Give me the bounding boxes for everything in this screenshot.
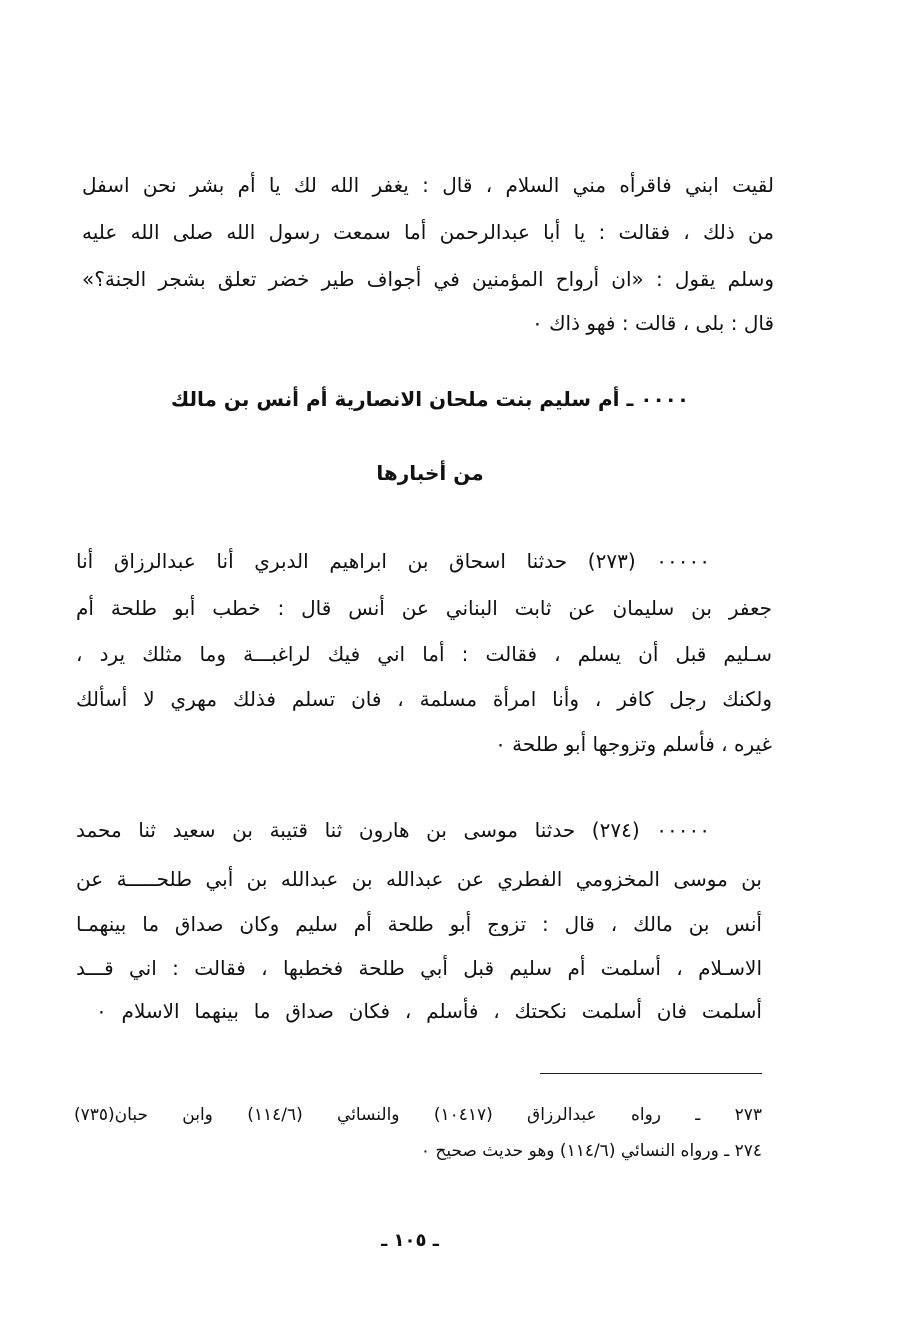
hadith-273-line-2: جعفر بن سليمان عن ثابت البناني عن أنس قال : خطب أبو طلحة أم bbox=[76, 596, 772, 620]
sub-heading: من أخبارها bbox=[376, 461, 484, 485]
footnote-divider bbox=[540, 1073, 762, 1074]
footnote-274: ٢٧٤ ـ ورواه النسائي (١١٤/٦) وهو حديث صحيح ٠ bbox=[420, 1141, 762, 1161]
hadith-273-line-1: ٠٠٠٠٠ (٢٧٣) حدثنا اسحاق بن ابراهيم الدبري أنا عبدالرزاق أنا bbox=[76, 549, 710, 573]
hadith-273-line-4: ولكنك رجل كافر ، وأنا امرأة مسلمة ، فان تسلم فذلك مهري لا أسألك bbox=[76, 687, 772, 711]
paragraph-1-line-1: لقيت ابني فاقرأه مني السلام ، قال : يغفر الله لك يا أم بشر نحن اسفل bbox=[82, 173, 774, 197]
hadith-274-line-1: ٠٠٠٠٠ (٢٧٤) حدثنا موسى بن هارون ثنا قتيبة بن سعيد ثنا محمد bbox=[76, 818, 710, 842]
hadith-274-line-4: الاسـلام ، أسلمت أم سليم قبل أبي طلحة فخطبها ، فقالت : اني قـــد bbox=[76, 956, 762, 980]
paragraph-1-line-2: من ذلك ، فقالت : يا أبا عبدالرحمن أما سمعت رسول الله صلى الله عليه bbox=[82, 220, 774, 244]
page-number: ـ ١٠٥ ـ bbox=[381, 1230, 439, 1251]
footnote-273: ٢٧٣ ـ رواه عبدالرزاق (١٠٤١٧) والنسائي (١١٤/٦) وابن حبان(٧٣٥) bbox=[74, 1105, 762, 1125]
hadith-274-line-2: بن موسى المخزومي الفطري عن عبدالله بن عبدالله بن أبي طلحـــــة عن bbox=[76, 867, 762, 891]
hadith-274-line-3: أنس بن مالك ، قال : تزوج أبو طلحة أم سليم وكان صداق ما بينهمـا bbox=[76, 912, 762, 936]
hadith-274-line-5: أسلمت فان أسلمت نكحتك ، فأسلم ، فكان صداق ما بينهما الاسلام ٠ bbox=[96, 999, 762, 1023]
paragraph-1-line-4: قال : بلى ، قالت : فهو ذاك ٠ bbox=[531, 311, 774, 335]
hadith-273-line-5: غيره ، فأسلم وتزوجها أبو طلحة ٠ bbox=[495, 732, 772, 756]
paragraph-1-line-3: وسلم يقول : «ان أرواح المؤمنين في أجواف طير خضر تعلق بشجر الجنة؟» bbox=[82, 267, 774, 291]
section-heading: ٠٠٠٠ ـ أم سليم بنت ملحان الانصارية أم أنس بن مالك bbox=[170, 387, 690, 411]
hadith-273-line-3: سـليم قبل أن يسلم ، فقالت : أما اني فيك لراغبـــة وما مثلك يرد ، bbox=[76, 642, 772, 666]
